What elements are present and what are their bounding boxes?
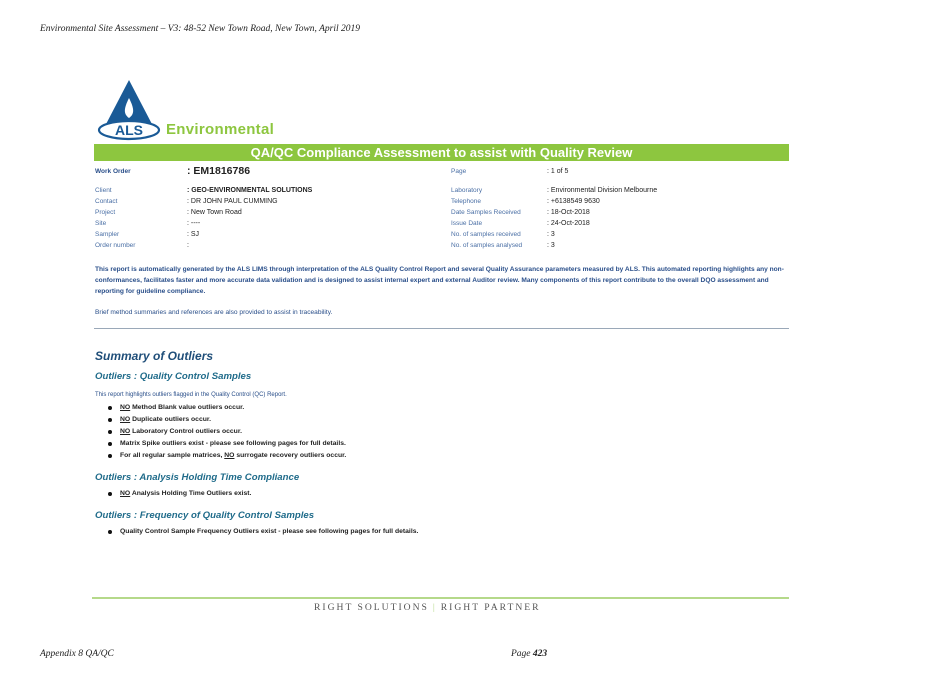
divider bbox=[94, 328, 789, 329]
emphasis: NO bbox=[120, 490, 131, 497]
field-value: : 24-Oct-2018 bbox=[547, 220, 590, 227]
field-label: Issue Date bbox=[451, 220, 483, 227]
page-number bbox=[511, 649, 547, 659]
list-item bbox=[106, 414, 346, 426]
field-label: Client bbox=[95, 187, 112, 194]
tagline-separator: | bbox=[432, 602, 437, 613]
emphasis: NO bbox=[120, 416, 131, 423]
field-label: Contact bbox=[95, 198, 118, 205]
list-item bbox=[106, 438, 346, 450]
brief-note: Brief method summaries and references are also provided to assist in traceability. bbox=[95, 309, 333, 316]
page-number-value: 423 bbox=[532, 649, 548, 659]
report-title: QA/QC Compliance Assessment to assist with Quality Review bbox=[94, 144, 789, 161]
emphasis: NO bbox=[120, 404, 131, 411]
list-item bbox=[106, 526, 418, 538]
emphasis: NO bbox=[120, 428, 131, 435]
item-text: For all regular sample matrices, bbox=[120, 452, 225, 459]
item-text: Laboratory Control outliers occur. bbox=[130, 428, 242, 435]
field-value: : SJ bbox=[187, 231, 200, 238]
field-value: : New Town Road bbox=[187, 209, 242, 216]
emphasis: NO bbox=[224, 452, 235, 459]
list-item bbox=[106, 426, 346, 438]
field-label: Telephone bbox=[451, 198, 481, 205]
field-label: Order number bbox=[95, 242, 136, 249]
intro-paragraph: This report is automatically generated by the ALS LIMS through interpretation of the ALS Quality Control Report and several Quality Assurance parameters measured by ALS. This automated reporting highlights any non-conformances, facilitates faster and more accurate data validation and is designed to assist internal expert and external Auditor review. Many components of this report contribute to the overall DQO assessment and reporting for guideline compliance. bbox=[95, 266, 784, 295]
field-label: No. of samples analysed bbox=[451, 242, 523, 249]
qc-note: This report highlights outliers flagged in the Quality Control (QC) Report. bbox=[95, 392, 287, 398]
field-value: : 3 bbox=[547, 242, 555, 249]
field-label: Site bbox=[95, 220, 107, 227]
field-value: : 3 bbox=[547, 231, 555, 238]
field-label: Laboratory bbox=[451, 187, 483, 194]
field-value: : GEO-ENVIRONMENTAL SOLUTIONS bbox=[187, 187, 313, 194]
list-item bbox=[106, 488, 251, 500]
field-label: Project bbox=[95, 209, 116, 216]
item-text: Matrix Spike outliers exist - please see following pages for full details. bbox=[120, 440, 346, 447]
field-value: : 18-Oct-2018 bbox=[547, 209, 590, 216]
footer-rule bbox=[92, 597, 789, 599]
list-item bbox=[106, 450, 346, 462]
field-value: : bbox=[187, 242, 189, 249]
holding-outlier-list bbox=[106, 488, 251, 500]
appendix-label: Appendix 8 QA/QC bbox=[40, 649, 114, 659]
work-order-label: Work Order bbox=[95, 168, 131, 175]
work-order-value: : EM1816786 bbox=[187, 165, 251, 177]
item-text: surrogate recovery outliers occur. bbox=[234, 452, 347, 459]
als-logo bbox=[94, 78, 164, 142]
page-label: Page bbox=[451, 168, 467, 175]
page-value: : 1 of 5 bbox=[547, 168, 569, 175]
field-value: : +6138549 9630 bbox=[547, 198, 600, 205]
running-header: Environmental Site Assessment – V3: 48-52 New Town Road, New Town, April 2019 bbox=[40, 24, 361, 34]
field-value: : ---- bbox=[187, 220, 201, 227]
item-text: Method Blank value outliers occur. bbox=[130, 404, 245, 411]
brand-name: Environmental bbox=[166, 121, 275, 138]
tagline-left: RIGHT SOLUTIONS bbox=[314, 602, 429, 613]
summary-heading: Summary of Outliers bbox=[95, 349, 214, 363]
field-value: : Environmental Division Melbourne bbox=[547, 187, 658, 194]
logo-text: ALS bbox=[115, 122, 143, 138]
field-label: No. of samples received bbox=[451, 231, 521, 238]
frequency-outlier-list bbox=[106, 526, 418, 538]
tagline bbox=[314, 602, 541, 613]
item-text: Quality Control Sample Frequency Outliers exist - please see following pages for full details. bbox=[120, 528, 419, 535]
item-text: Duplicate outliers occur. bbox=[130, 416, 212, 423]
field-label: Date Samples Received bbox=[451, 209, 521, 216]
qc-heading: Outliers : Quality Control Samples bbox=[95, 371, 252, 382]
item-text: Analysis Holding Time Outliers exist. bbox=[130, 490, 252, 497]
holding-heading: Outliers : Analysis Holding Time Compliance bbox=[95, 472, 300, 483]
list-item bbox=[106, 402, 346, 414]
field-label: Sampler bbox=[95, 231, 120, 238]
frequency-heading: Outliers : Frequency of Quality Control Samples bbox=[95, 510, 315, 521]
page-number-label: Page bbox=[511, 649, 533, 659]
tagline-right: RIGHT PARTNER bbox=[440, 602, 541, 613]
field-value: : DR JOHN PAUL CUMMING bbox=[187, 198, 278, 205]
qc-outlier-list bbox=[106, 402, 346, 462]
